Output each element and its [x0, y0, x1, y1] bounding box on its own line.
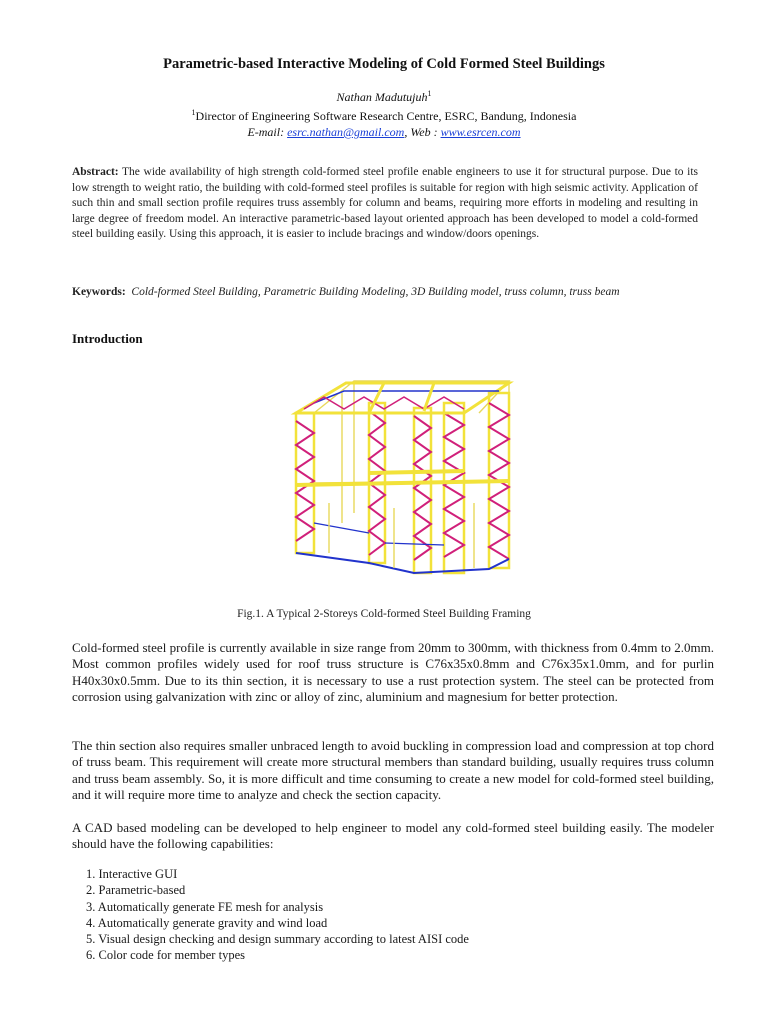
abstract: [72, 165, 698, 243]
affiliation: Director of Engineering Software Research Centre, ESRC, Bandung, Indonesia: [195, 109, 577, 123]
section-heading-introduction: Introduction: [72, 331, 143, 346]
figure-caption: Fig.1. A Typical 2-Storeys Cold-formed Steel Building Framing: [237, 608, 531, 620]
list-item: 6. Color code for member types: [86, 948, 245, 963]
list-item: 2. Parametric-based: [86, 883, 186, 898]
capabilities-list: [86, 866, 469, 964]
truss-column-4: [444, 403, 464, 573]
keywords-label: Keywords:: [72, 286, 126, 298]
list-item: 1. Interactive GUI: [86, 867, 178, 881]
building-framing-figure: [284, 373, 536, 588]
paragraph-2: The thin section also requires smaller unbraced length to avoid buckling in compression load and compression at top chord of truss beam. This requirement will create more structural members than standard building, usually requires truss column and truss beam assembly. So, it is more difficult and time consuming to create a new model for cold-formed steel building, and it will require more time to analyze and check the section capacity.: [72, 738, 714, 802]
paragraph-3: A CAD based modeling can be developed to help engineer to model any cold-formed steel building easily. The modeler should have the following capabilities:: [72, 820, 714, 852]
web-link[interactable]: www.esrcen.com: [440, 125, 521, 139]
floor-beams: [296, 471, 509, 485]
list-item: 4. Automatically generate gravity and wind load: [86, 915, 328, 930]
web-label: , Web :: [404, 125, 441, 139]
truss-column-3: [414, 408, 431, 573]
abstract-text: The wide availability of high strength cold-formed steel profile enable engineers to use it for structural purpose. Due to its low strength to weight ratio, the building with cold-formed steel profiles is suitable for region with high seismic activity. Application of such thin and small section profile requires truss assembly for column and beams, requiring more efforts in modeling and resulting in large degree of freedom model. An interactive parametric-based layout oriented approach has been developed to model a cold-formed steel building easily. Using this approach, it is easier to include bracings and window/doors openings.: [72, 166, 698, 241]
abstract-label: Abstract:: [72, 166, 119, 178]
affiliation-superscript: 1: [191, 108, 196, 117]
author-name: Nathan Madutujuh: [336, 90, 428, 104]
paragraph-1: Cold-formed steel profile is currently available in size range from 20mm to 300mm, with thickness from 0.4mm to 2.0mm. Most common profiles widely used for roof truss structure is C76x35x0.8mm and C76x35x1.0mm, and for purlin H40x30x0.5mm. Due to its thin section, it is necessary to use a rust protection system. The steel can be protected from corrosion using galvanization with zinc or alloy of zinc, aluminium and magnesium for better protection.: [72, 640, 714, 704]
email-link[interactable]: esrc.nathan@gmail.com: [287, 125, 405, 139]
list-item: 5. Visual design checking and design summary according to latest AISI code: [86, 932, 469, 947]
email-label: E-mail:: [247, 125, 288, 139]
list-item: 3. Automatically generate FE mesh for analysis: [86, 899, 324, 914]
author-superscript: 1: [427, 89, 432, 98]
ground-frame: [296, 503, 509, 573]
keywords-text: Cold-formed Steel Building, Parametric Building Modeling, 3D Building model, truss column, truss beam: [131, 286, 620, 298]
paper-title: Parametric-based Interactive Modeling of Cold Formed Steel Buildings: [163, 56, 605, 72]
roof-truss-beams: [296, 383, 509, 413]
author-block: [0, 86, 768, 140]
keywords: [72, 286, 702, 298]
